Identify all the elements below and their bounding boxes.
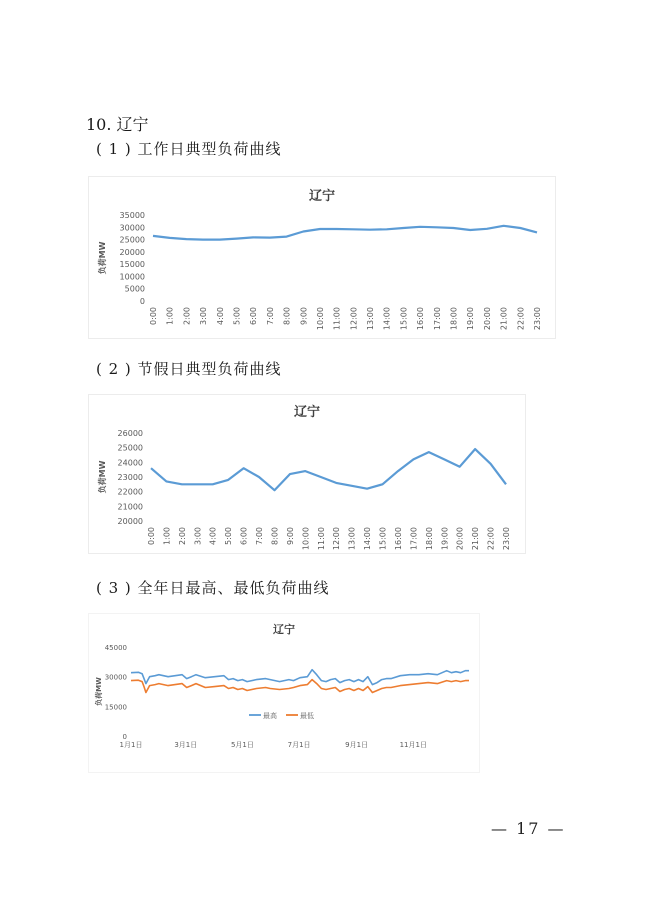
annual-xtick-label: 7月1日 (287, 741, 311, 749)
holiday-ytick-label: 21000 (117, 502, 143, 512)
holiday-xtick-label: 13:00 (347, 527, 357, 551)
workday-xtick-label: 19:00 (466, 307, 476, 331)
annual-min-line (131, 680, 469, 693)
annual-ytick-label: 45000 (104, 644, 127, 652)
annual-ylabel: 负荷MW (95, 677, 103, 706)
workday-xtick-label: 15:00 (399, 307, 409, 331)
holiday-ytick-label: 26000 (117, 429, 143, 438)
holiday-xtick-label: 9:00 (285, 527, 295, 545)
workday-xtick-label: 23:00 (533, 307, 542, 331)
holiday-series-line (151, 449, 506, 490)
holiday-xtick-label: 8:00 (270, 527, 280, 545)
workday-xtick-label: 14:00 (382, 307, 392, 331)
holiday-load-chart (88, 394, 526, 554)
workday-xtick-label: 1:00 (165, 307, 175, 325)
holiday-xtick-label: 5:00 (224, 527, 234, 545)
workday-series-line (153, 226, 537, 240)
annual-ytick-label: 0 (122, 733, 127, 741)
holiday-xtick-label: 22:00 (486, 527, 496, 551)
workday-xtick-label: 12:00 (349, 307, 359, 331)
holiday-xtick-label: 12:00 (332, 527, 342, 551)
holiday-xtick-label: 15:00 (378, 527, 388, 551)
workday-xtick-label: 4:00 (215, 307, 225, 325)
workday-xtick-label: 6:00 (249, 307, 259, 325)
workday-xtick-label: 18:00 (449, 307, 459, 331)
holiday-xtick-label: 1:00 (162, 527, 172, 545)
workday-load-chart (88, 176, 556, 339)
holiday-ytick-label: 22000 (117, 487, 143, 497)
workday-xtick-label: 22:00 (516, 307, 526, 331)
holiday-xtick-label: 17:00 (409, 527, 419, 551)
workday-xtick-label: 10:00 (315, 307, 325, 331)
section-name: 辽宁 (116, 115, 149, 134)
page-number: — 17 — (491, 819, 566, 838)
subheading-workday: ( 1 ) 工作日典型负荷曲线 (96, 140, 282, 158)
workday-xtick-label: 0:00 (149, 307, 158, 325)
subheading-holiday: ( 2 ) 节假日典型负荷曲线 (96, 360, 282, 378)
workday-xtick-label: 21:00 (499, 307, 509, 331)
annual-legend-label: 最低 (300, 712, 314, 720)
workday-title: 辽宁 (308, 189, 336, 204)
annual-ytick-label: 30000 (104, 673, 127, 682)
annual-ytick-label: 15000 (104, 703, 127, 712)
workday-xtick-label: 17:00 (432, 307, 442, 331)
holiday-chart-svg (89, 395, 525, 553)
holiday-xtick-label: 21:00 (471, 527, 481, 551)
annual-max-line (131, 670, 469, 685)
section-number: 10. (86, 115, 112, 134)
workday-xtick-label: 11:00 (332, 307, 342, 331)
holiday-ytick-label: 20000 (117, 517, 143, 526)
holiday-xtick-label: 7:00 (255, 527, 265, 545)
holiday-ytick-label: 25000 (117, 443, 143, 453)
workday-xtick-label: 5:00 (232, 307, 242, 325)
holiday-xtick-label: 23:00 (502, 527, 511, 551)
holiday-xtick-label: 0:00 (147, 527, 156, 545)
holiday-ytick-label: 24000 (117, 458, 143, 468)
holiday-xtick-label: 10:00 (301, 527, 311, 551)
annual-load-chart (88, 613, 480, 773)
annual-xtick-label: 3月1日 (174, 741, 198, 749)
workday-xtick-label: 2:00 (182, 307, 192, 325)
workday-ytick-label: 30000 (119, 223, 145, 233)
workday-ytick-label: 10000 (119, 272, 145, 282)
holiday-ylabel: 负荷MW (98, 460, 107, 494)
workday-ytick-label: 25000 (119, 235, 145, 245)
holiday-ytick-label: 23000 (117, 473, 143, 482)
annual-xtick-label: 5月1日 (230, 741, 254, 749)
workday-xtick-label: 8:00 (282, 307, 292, 325)
holiday-xtick-label: 14:00 (363, 527, 373, 551)
workday-xtick-label: 9:00 (299, 307, 309, 325)
annual-legend-label: 最高 (263, 712, 277, 720)
holiday-xtick-label: 6:00 (239, 527, 249, 545)
holiday-xtick-label: 3:00 (193, 527, 203, 545)
workday-ylabel: 负荷MW (98, 241, 107, 275)
holiday-xtick-label: 16:00 (393, 527, 403, 551)
workday-ytick-label: 5000 (124, 284, 145, 294)
holiday-xtick-label: 19:00 (440, 527, 450, 551)
workday-chart-svg (89, 177, 555, 338)
workday-xtick-label: 16:00 (416, 307, 426, 331)
section-heading (86, 112, 149, 135)
annual-xtick-label: 9月1日 (345, 741, 369, 749)
holiday-xtick-label: 2:00 (177, 527, 187, 545)
annual-title: 辽宁 (273, 623, 295, 636)
annual-chart-svg (89, 614, 479, 772)
subheading-annual: ( 3 ) 全年日最高、最低负荷曲线 (96, 579, 330, 597)
workday-ytick-label: 20000 (119, 247, 145, 257)
workday-xtick-label: 13:00 (366, 307, 376, 331)
workday-ytick-label: 0 (139, 297, 145, 306)
workday-xtick-label: 7:00 (265, 307, 275, 325)
workday-ytick-label: 35000 (119, 211, 145, 220)
workday-xtick-label: 3:00 (199, 307, 209, 325)
workday-ytick-label: 15000 (119, 260, 145, 270)
holiday-xtick-label: 11:00 (316, 527, 326, 551)
workday-xtick-label: 20:00 (482, 307, 492, 331)
annual-xtick-label: 1月1日 (119, 741, 143, 749)
holiday-xtick-label: 20:00 (455, 527, 465, 551)
annual-xtick-label: 11月1日 (399, 741, 427, 749)
holiday-xtick-label: 4:00 (208, 527, 218, 545)
holiday-title: 辽宁 (293, 405, 321, 420)
holiday-xtick-label: 18:00 (424, 527, 434, 551)
